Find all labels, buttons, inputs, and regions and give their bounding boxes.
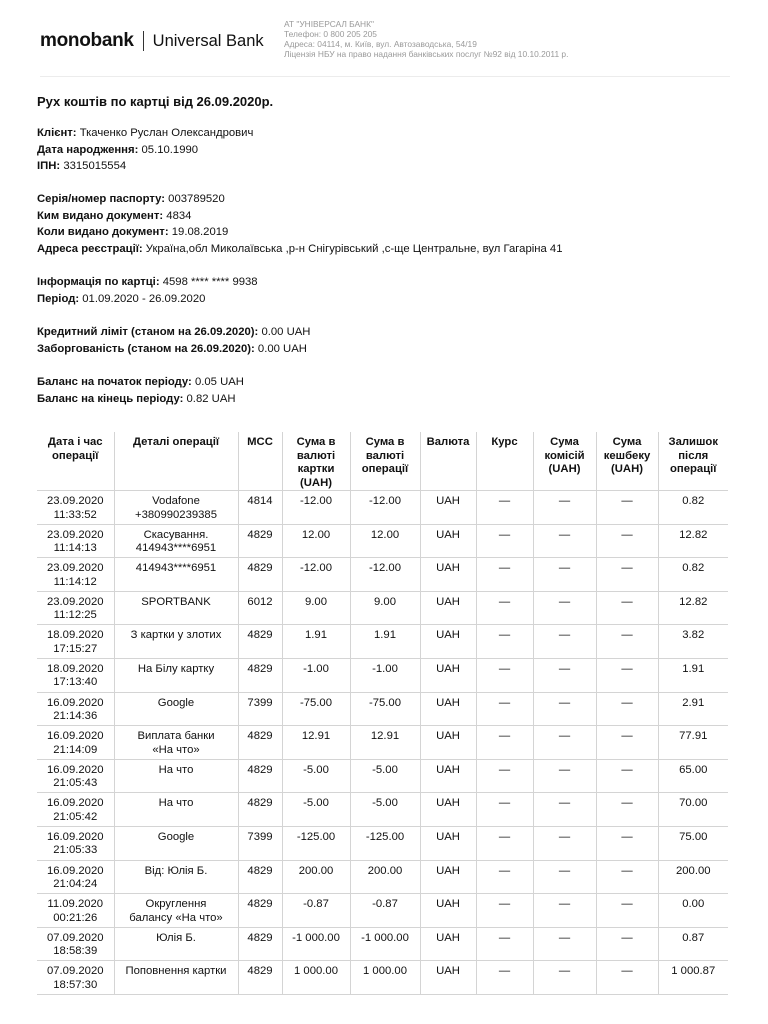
details-cell: Google: [114, 826, 238, 860]
currency-cell: UAH: [420, 558, 476, 592]
details-cell: 414943****6951: [114, 558, 238, 592]
mcc-cell: 7399: [238, 692, 282, 726]
details-cell: Від: Юлія Б.: [114, 860, 238, 894]
mcc-cell: 6012: [238, 591, 282, 625]
table-row: [37, 524, 728, 558]
card-amount-cell: -12.00: [282, 558, 350, 592]
date-cell: 23.09.2020 11:33:52: [37, 491, 114, 525]
mcc-cell: 4829: [238, 860, 282, 894]
mcc-cell: 4829: [238, 658, 282, 692]
commission-cell: —: [533, 625, 596, 659]
card-amount-cell: -0.87: [282, 894, 350, 928]
balance-after-cell: 0.82: [658, 558, 728, 592]
passport-issued-label: Коли видано документ:: [37, 226, 169, 239]
op-amount-cell: 12.00: [350, 524, 420, 558]
commission-cell: —: [533, 961, 596, 995]
table-row: [37, 558, 728, 592]
registration-address-label: Адреса реєстрації:: [37, 243, 143, 256]
currency-cell: UAH: [420, 591, 476, 625]
currency-cell: UAH: [420, 759, 476, 793]
rate-cell: —: [476, 860, 533, 894]
currency-cell: UAH: [420, 927, 476, 961]
column-header-cashback: Сума кешбеку (UAH): [596, 432, 658, 491]
op-amount-cell: -1.00: [350, 658, 420, 692]
currency-cell: UAH: [420, 894, 476, 928]
currency-cell: UAH: [420, 692, 476, 726]
balance-after-cell: 0.82: [658, 491, 728, 525]
passport-info: [37, 191, 562, 258]
commission-cell: —: [533, 524, 596, 558]
balance-start-label: Баланс на початок періоду:: [37, 376, 192, 388]
balance-after-cell: 65.00: [658, 759, 728, 793]
table-row: [37, 961, 728, 995]
rate-cell: —: [476, 759, 533, 793]
credit-info: [37, 324, 310, 357]
period-value: 01.09.2020 - 26.09.2020: [79, 292, 206, 305]
bank-phone: Телефон: 0 800 205 205: [284, 29, 377, 39]
details-cell: SPORTBANK: [114, 591, 238, 625]
balance-after-cell: 0.87: [658, 927, 728, 961]
card-amount-cell: -5.00: [282, 793, 350, 827]
currency-cell: UAH: [420, 860, 476, 894]
details-cell: Скасування. 414943****6951: [114, 524, 238, 558]
currency-cell: UAH: [420, 491, 476, 525]
dob-label: Дата народження:: [37, 143, 139, 156]
mcc-cell: 4829: [238, 927, 282, 961]
cashback-cell: —: [596, 927, 658, 961]
card-amount-cell: 9.00: [282, 591, 350, 625]
commission-cell: —: [533, 491, 596, 525]
commission-cell: —: [533, 726, 596, 760]
mcc-cell: 4829: [238, 894, 282, 928]
mcc-cell: 4814: [238, 491, 282, 525]
passport-issuer-label: Ким видано документ:: [37, 209, 164, 222]
rate-cell: —: [476, 793, 533, 827]
card-amount-cell: -1 000.00: [282, 927, 350, 961]
commission-cell: —: [533, 558, 596, 592]
card-amount-cell: -1.00: [282, 658, 350, 692]
table-row: [37, 793, 728, 827]
op-amount-cell: -5.00: [350, 759, 420, 793]
table-row: [37, 759, 728, 793]
cashback-cell: —: [596, 961, 658, 995]
card-info: [37, 274, 258, 307]
bank-details: [284, 19, 568, 59]
op-amount-cell: -12.00: [350, 558, 420, 592]
cashback-cell: —: [596, 726, 658, 760]
balance-start: 0.05 UAH: [191, 376, 244, 388]
balance-end: 0.82 UAH: [183, 392, 236, 405]
op-amount-cell: 1 000.00: [350, 961, 420, 995]
mcc-cell: 4829: [238, 961, 282, 995]
operations-table: [37, 432, 728, 995]
passport-issuer: 4834: [163, 209, 192, 222]
balance-after-cell: 3.82: [658, 625, 728, 659]
commission-cell: —: [533, 894, 596, 928]
column-header-currency: Валюта: [420, 432, 476, 491]
balance-info: [37, 374, 244, 407]
commission-cell: —: [533, 826, 596, 860]
cashback-cell: —: [596, 692, 658, 726]
date-cell: 16.09.2020 21:05:43: [37, 759, 114, 793]
details-cell: Поповнення картки: [114, 961, 238, 995]
rate-cell: —: [476, 491, 533, 525]
table-row: [37, 927, 728, 961]
balance-after-cell: 12.82: [658, 591, 728, 625]
cashback-cell: —: [596, 491, 658, 525]
bank-name: АТ "УНІВЕРСАЛ БАНК": [284, 19, 374, 29]
balance-after-cell: 75.00: [658, 826, 728, 860]
currency-cell: UAH: [420, 793, 476, 827]
card-info-label: Інформація по картці:: [37, 276, 160, 288]
cashback-cell: —: [596, 860, 658, 894]
commission-cell: —: [533, 927, 596, 961]
passport-number-label: Серія/номер паспорту:: [37, 193, 166, 205]
client-name-label: Клієнт:: [37, 127, 77, 139]
period-label: Період:: [37, 292, 80, 305]
balance-end-label: Баланс на кінець періоду:: [37, 392, 184, 405]
date-cell: 18.09.2020 17:15:27: [37, 625, 114, 659]
details-cell: Google: [114, 692, 238, 726]
currency-cell: UAH: [420, 658, 476, 692]
card-number: 4598 **** **** 9938: [159, 276, 258, 288]
balance-after-cell: 1 000.87: [658, 961, 728, 995]
balance-after-cell: 77.91: [658, 726, 728, 760]
cashback-cell: —: [596, 826, 658, 860]
currency-cell: UAH: [420, 625, 476, 659]
details-cell: На что: [114, 759, 238, 793]
card-amount-cell: -5.00: [282, 759, 350, 793]
table-body: [37, 491, 728, 995]
date-cell: 16.09.2020 21:05:42: [37, 793, 114, 827]
card-amount-cell: 12.91: [282, 726, 350, 760]
details-cell: Виплата банки «На что»: [114, 726, 238, 760]
logo-divider: [143, 31, 144, 51]
cashback-cell: —: [596, 625, 658, 659]
debt-value: 0.00 UAH: [254, 342, 307, 355]
rate-cell: —: [476, 524, 533, 558]
table-row: [37, 894, 728, 928]
commission-cell: —: [533, 591, 596, 625]
rate-cell: —: [476, 625, 533, 659]
balance-after-cell: 2.91: [658, 692, 728, 726]
cashback-cell: —: [596, 759, 658, 793]
details-cell: На Білу картку: [114, 658, 238, 692]
rate-cell: —: [476, 558, 533, 592]
card-amount-cell: -125.00: [282, 826, 350, 860]
date-cell: 23.09.2020 11:12:25: [37, 591, 114, 625]
column-header-details: Деталі операції: [114, 432, 238, 491]
statement-header: [40, 18, 730, 77]
commission-cell: —: [533, 793, 596, 827]
rate-cell: —: [476, 726, 533, 760]
rate-cell: —: [476, 894, 533, 928]
op-amount-cell: 12.91: [350, 726, 420, 760]
op-amount-cell: -5.00: [350, 793, 420, 827]
commission-cell: —: [533, 692, 596, 726]
date-cell: 23.09.2020 11:14:13: [37, 524, 114, 558]
details-cell: Юлія Б.: [114, 927, 238, 961]
passport-number: 003789520: [165, 193, 225, 205]
mcc-cell: 4829: [238, 726, 282, 760]
client-info: [37, 125, 253, 175]
date-cell: 16.09.2020 21:04:24: [37, 860, 114, 894]
date-cell: 07.09.2020 18:57:30: [37, 961, 114, 995]
currency-cell: UAH: [420, 826, 476, 860]
date-cell: 16.09.2020 21:14:09: [37, 726, 114, 760]
details-cell: З картки у злотих: [114, 625, 238, 659]
cashback-cell: —: [596, 524, 658, 558]
card-amount-cell: -12.00: [282, 491, 350, 525]
balance-after-cell: 12.82: [658, 524, 728, 558]
op-amount-cell: -12.00: [350, 491, 420, 525]
column-header-card-amount: Сума в валюті картки (UAH): [282, 432, 350, 491]
card-amount-cell: -75.00: [282, 692, 350, 726]
bank-license: Ліцензія НБУ на право надання банківських послуг №92 від 10.10.2011 р.: [284, 49, 569, 59]
details-cell: На что: [114, 793, 238, 827]
cashback-cell: —: [596, 793, 658, 827]
op-amount-cell: -125.00: [350, 826, 420, 860]
op-amount-cell: 9.00: [350, 591, 420, 625]
table-row: [37, 591, 728, 625]
column-header-date: Дата і час операції: [37, 432, 114, 491]
bank-logo: [40, 30, 264, 52]
commission-cell: —: [533, 658, 596, 692]
op-amount-cell: -1 000.00: [350, 927, 420, 961]
rate-cell: —: [476, 658, 533, 692]
logo-monobank: monobank: [40, 30, 134, 51]
passport-issued: 19.08.2019: [168, 226, 229, 239]
details-cell: Vodafone +380990239385: [114, 491, 238, 525]
date-cell: 18.09.2020 17:13:40: [37, 658, 114, 692]
ipn-value: 3315015554: [60, 160, 127, 173]
rate-cell: —: [476, 591, 533, 625]
currency-cell: UAH: [420, 726, 476, 760]
card-amount-cell: 1.91: [282, 625, 350, 659]
card-amount-cell: 1 000.00: [282, 961, 350, 995]
registration-address: Україна,обл Миколаївська ,р-н Снігурівський ,с-ще Центральне, вул Гагаріна 41: [142, 243, 563, 256]
column-header-mcc: MCC: [238, 432, 282, 491]
commission-cell: —: [533, 860, 596, 894]
date-cell: 07.09.2020 18:58:39: [37, 927, 114, 961]
column-header-balance-after: Залишок після операції: [658, 432, 728, 491]
table-row: [37, 726, 728, 760]
table-row: [37, 491, 728, 525]
column-header-op-amount: Сума в валюті операції: [350, 432, 420, 491]
balance-after-cell: 200.00: [658, 860, 728, 894]
date-cell: 16.09.2020 21:05:33: [37, 826, 114, 860]
mcc-cell: 4829: [238, 558, 282, 592]
table-row: [37, 860, 728, 894]
currency-cell: UAH: [420, 524, 476, 558]
op-amount-cell: 200.00: [350, 860, 420, 894]
dob-value: 05.10.1990: [138, 143, 199, 156]
date-cell: 16.09.2020 21:14:36: [37, 692, 114, 726]
credit-limit: 0.00 UAH: [258, 326, 311, 338]
balance-after-cell: 0.00: [658, 894, 728, 928]
logo-universal-bank: Universal Bank: [152, 31, 264, 50]
mcc-cell: 4829: [238, 759, 282, 793]
mcc-cell: 4829: [238, 625, 282, 659]
credit-limit-label: Кредитний ліміт (станом на 26.09.2020):: [37, 326, 259, 338]
date-cell: 23.09.2020 11:14:12: [37, 558, 114, 592]
debt-label: Заборгованість (станом на 26.09.2020):: [37, 342, 255, 355]
rate-cell: —: [476, 927, 533, 961]
rate-cell: —: [476, 692, 533, 726]
mcc-cell: 4829: [238, 524, 282, 558]
table-row: [37, 826, 728, 860]
op-amount-cell: -75.00: [350, 692, 420, 726]
currency-cell: UAH: [420, 961, 476, 995]
column-header-commission: Сума комісій (UAH): [533, 432, 596, 491]
details-cell: Округлення балансу «На что»: [114, 894, 238, 928]
table-row: [37, 692, 728, 726]
mcc-cell: 7399: [238, 826, 282, 860]
table-row: [37, 658, 728, 692]
op-amount-cell: 1.91: [350, 625, 420, 659]
cashback-cell: —: [596, 658, 658, 692]
card-amount-cell: 12.00: [282, 524, 350, 558]
cashback-cell: —: [596, 894, 658, 928]
bank-address: Адреса: 04114, м. Київ, вул. Автозаводська, 54/19: [284, 39, 477, 49]
client-name: Ткаченко Руслан Олександрович: [76, 127, 254, 139]
commission-cell: —: [533, 759, 596, 793]
balance-after-cell: 70.00: [658, 793, 728, 827]
balance-after-cell: 1.91: [658, 658, 728, 692]
column-header-rate: Курс: [476, 432, 533, 491]
statement-title: Рух коштів по картці від 26.09.2020р.: [37, 94, 274, 109]
cashback-cell: —: [596, 591, 658, 625]
card-amount-cell: 200.00: [282, 860, 350, 894]
table-header-row: [37, 432, 728, 491]
date-cell: 11.09.2020 00:21:26: [37, 894, 114, 928]
cashback-cell: —: [596, 558, 658, 592]
mcc-cell: 4829: [238, 793, 282, 827]
rate-cell: —: [476, 826, 533, 860]
table-row: [37, 625, 728, 659]
op-amount-cell: -0.87: [350, 894, 420, 928]
rate-cell: —: [476, 961, 533, 995]
ipn-label: ІПН:: [37, 160, 61, 173]
